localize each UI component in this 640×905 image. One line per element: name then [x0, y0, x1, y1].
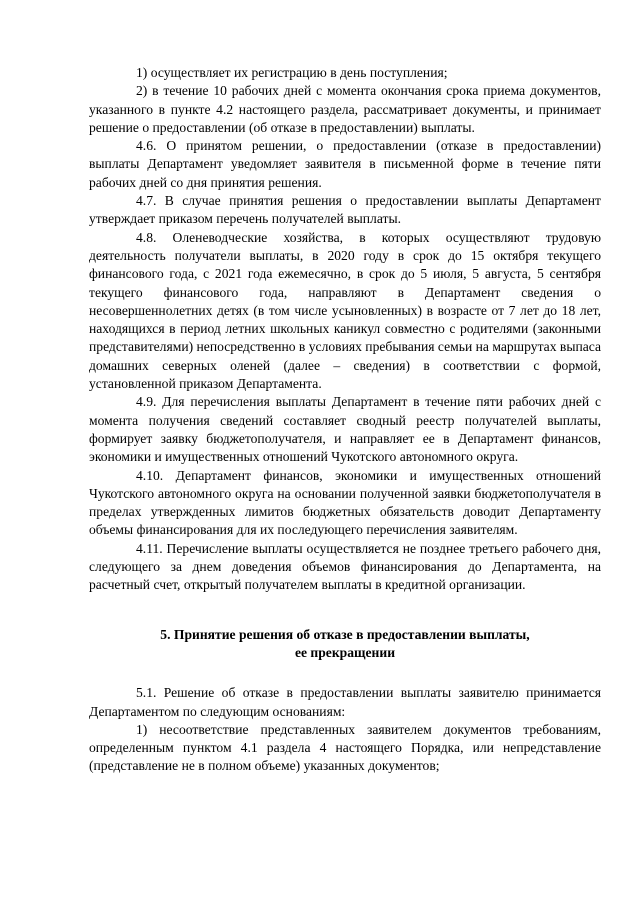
paragraph-4-7: 4.7. В случае принятия решения о предоставлении выплаты Департамент утверждает приказом перечень получателей выплаты. — [89, 193, 601, 227]
paragraph-4-6: 4.6. О принятом решении, о предоставлении (отказе в предоставлении) выплаты Департамент уведомляет заявителя в письменной форме в течение пяти рабочих дней со дня принятия решения. — [89, 138, 601, 190]
paragraph-4-8: 4.8. Оленеводческие хозяйства, в которых осуществляют трудовую деятельность получатели выплаты, в 2020 году в срок до 15 октября текущего финансового года, с 2021 года ежемесячно, в срок до 5 июля, 5 августа, 5 сентября текущего финансового года, направляют в Департамент сведения о несовершеннолетних детях (в том числе усыновленных) в возрасте от 7 лет до 18 лет, находящихся в период летних школьных каникул совместно с родителями (законными представителями) непосредственно в условиях пребывания семьи на маршрутах выпаса домашних северных оленей (далее – сведения) в соответствии с формой, установленной приказом Департамента. — [89, 229, 601, 392]
paragraph-item-2: 2) в течение 10 рабочих дней с момента окончания срока приема документов, указанного в пункте 4.2 настоящего раздела, рассматривает документы, и принимает решение о предоставлении (об отказе в предоставлении) выплаты. — [89, 83, 601, 135]
document-body — [89, 64, 601, 776]
section-title-line-1: 5. Принятие решения об отказе в предоставлении выплаты, — [160, 626, 530, 642]
section-5-heading — [89, 626, 601, 663]
paragraph-4-11: 4.11. Перечисление выплаты осуществляется не позднее третьего рабочего дня, следующего за днем доведения объемов финансирования до Департамента, на расчетный счет, открытый получателем выплаты в кредитной организации. — [89, 540, 601, 593]
paragraph-5-1-item-1: 1) несоответствие представленных заявителем документов требованиям, определенным пунктом 4.1 раздела 4 настоящего Порядка, или непредставление (представление не в полном объеме) указанных документов; — [89, 721, 601, 774]
section-title-line-2: ее прекращении — [294, 644, 396, 660]
paragraph-5-1: 5.1. Решение об отказе в предоставлении выплаты заявителю принимается Департаментом по следующим основаниям: — [89, 685, 601, 719]
paragraph-4-10: 4.10. Департамент финансов, экономики и имущественных отношений Чукотского автономного округа на основании полученной заявки бюджетополучателя в пределах утвержденных лимитов бюджетных обязательств доводит Департаменту объемы финансирования для их последующего перечисления заявителям. — [89, 467, 601, 538]
paragraph-4-9: 4.9. Для перечисления выплаты Департамент в течение пяти рабочих дней с момента получения сведений составляет сводный реестр получателей выплаты, формирует заявку бюджетополучателя, и направляет ее в Департамент финансов, экономики и имущественных отношений Чукотского автономного округа. — [89, 394, 601, 465]
paragraph-item-1: 1) осуществляет их регистрацию в день поступления; — [136, 65, 448, 80]
